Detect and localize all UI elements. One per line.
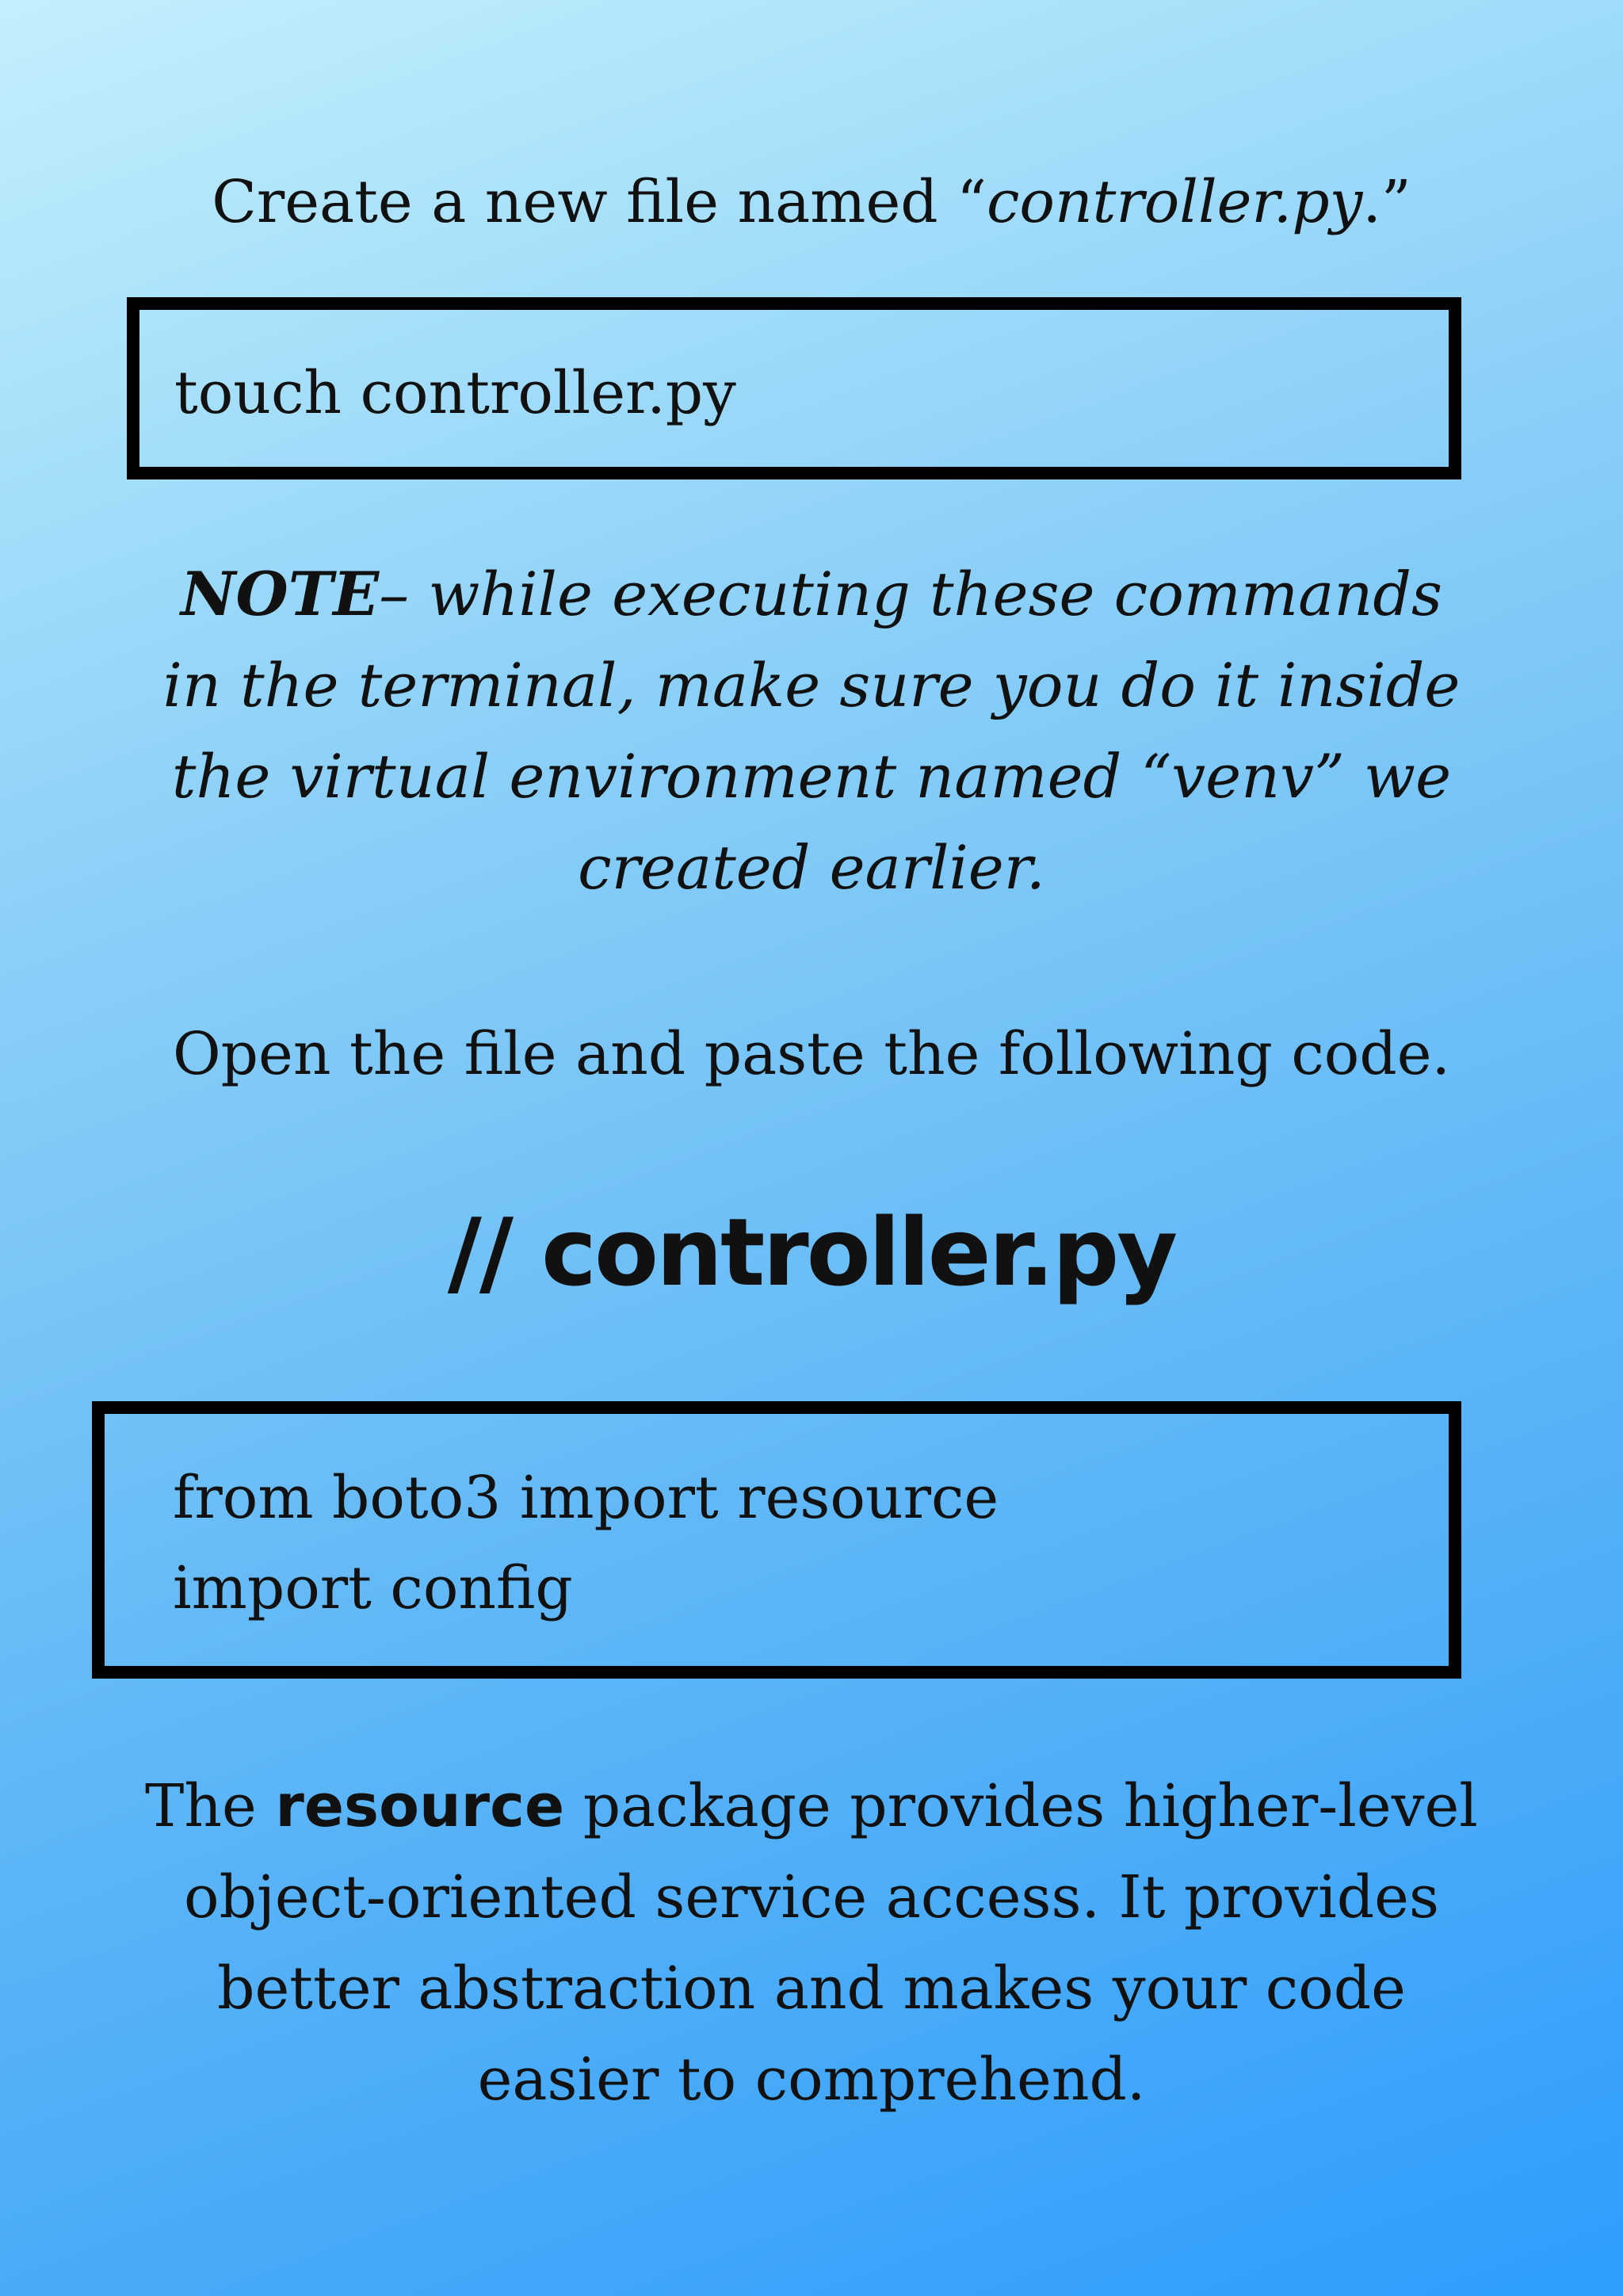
code-line: import config [173, 1554, 573, 1622]
description-text: package provides higher-level object-oriented service access. It provides better abstraction and makes your code easier to comprehend. [184, 1772, 1478, 2114]
intro-text [0, 162, 1623, 242]
code-line: from boto3 import resource [173, 1464, 999, 1532]
note-text: – while executing these commands in the terminal, make sure you do it inside the virtual environment named “venv” we created earlier. [162, 559, 1461, 903]
intro-filename: controller.py [986, 168, 1363, 236]
command-text: touch controller.py [174, 359, 736, 427]
description-prefix: The [145, 1772, 276, 1840]
code-heading: // controller.py [447, 1198, 1176, 1307]
note-label: NOTE [181, 559, 380, 629]
intro-suffix: .” [1362, 168, 1411, 236]
note-paragraph [151, 548, 1472, 913]
code-box [92, 1401, 1461, 1679]
description-paragraph [119, 1761, 1504, 2126]
intro-prefix: Create a new file named “ [212, 168, 987, 236]
command-box [127, 297, 1461, 479]
description-keyword: resource [275, 1772, 565, 1840]
instruction-text: Open the file and paste the following code. [172, 1020, 1451, 1088]
